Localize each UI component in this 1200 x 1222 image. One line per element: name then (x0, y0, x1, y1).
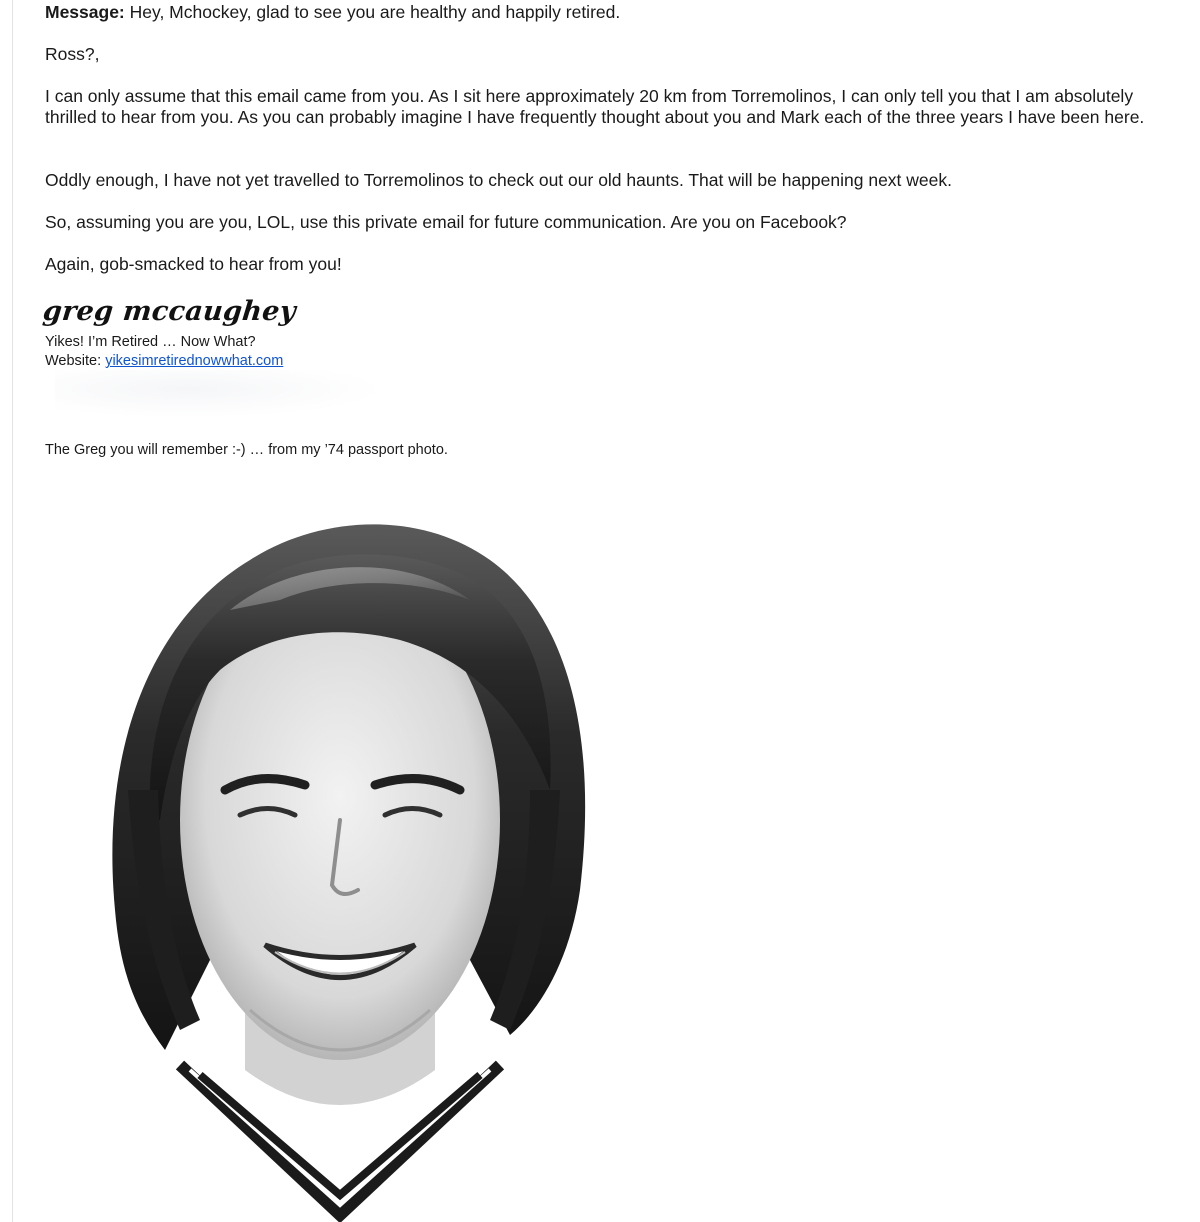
signature-name: greg mccaughey (41, 296, 298, 327)
greeting: Ross?, (45, 44, 100, 64)
message-pane-border (12, 0, 13, 1222)
faded-image-placeholder (55, 370, 385, 418)
portrait-photo-icon (40, 490, 650, 1222)
paragraph-3: So, assuming you are you, LOL, use this private email for future communication. Are you on Facebook? (45, 212, 847, 232)
message-label: Message: (45, 2, 125, 22)
signature-website (45, 352, 283, 371)
paragraph-2: Oddly enough, I have not yet travelled to Torremolinos to check out our old haunts. That will be happening next week. (45, 170, 952, 190)
signature-tagline: Yikes! I’m Retired … Now What? (45, 334, 256, 350)
message-subject: Hey, Mchockey, glad to see you are healthy and happily retired. (124, 2, 621, 22)
paragraph-1: I can only assume that this email came from you. As I sit here approximately 20 km from Torremolinos, I can only tell you that I am absolutely thrilled to hear from you. As you can probably imagine I have frequently thought about you and Mark each of the three years I have been here. (45, 86, 1145, 127)
website-label: Website: (45, 353, 106, 369)
photo-caption: The Greg you will remember :-) … from my ’74 passport photo. (45, 442, 448, 458)
website-link[interactable]: yikesimretirednowwhat.com (105, 353, 284, 369)
message-line (45, 2, 1160, 23)
paragraph-4: Again, gob-smacked to hear from you! (45, 254, 342, 274)
